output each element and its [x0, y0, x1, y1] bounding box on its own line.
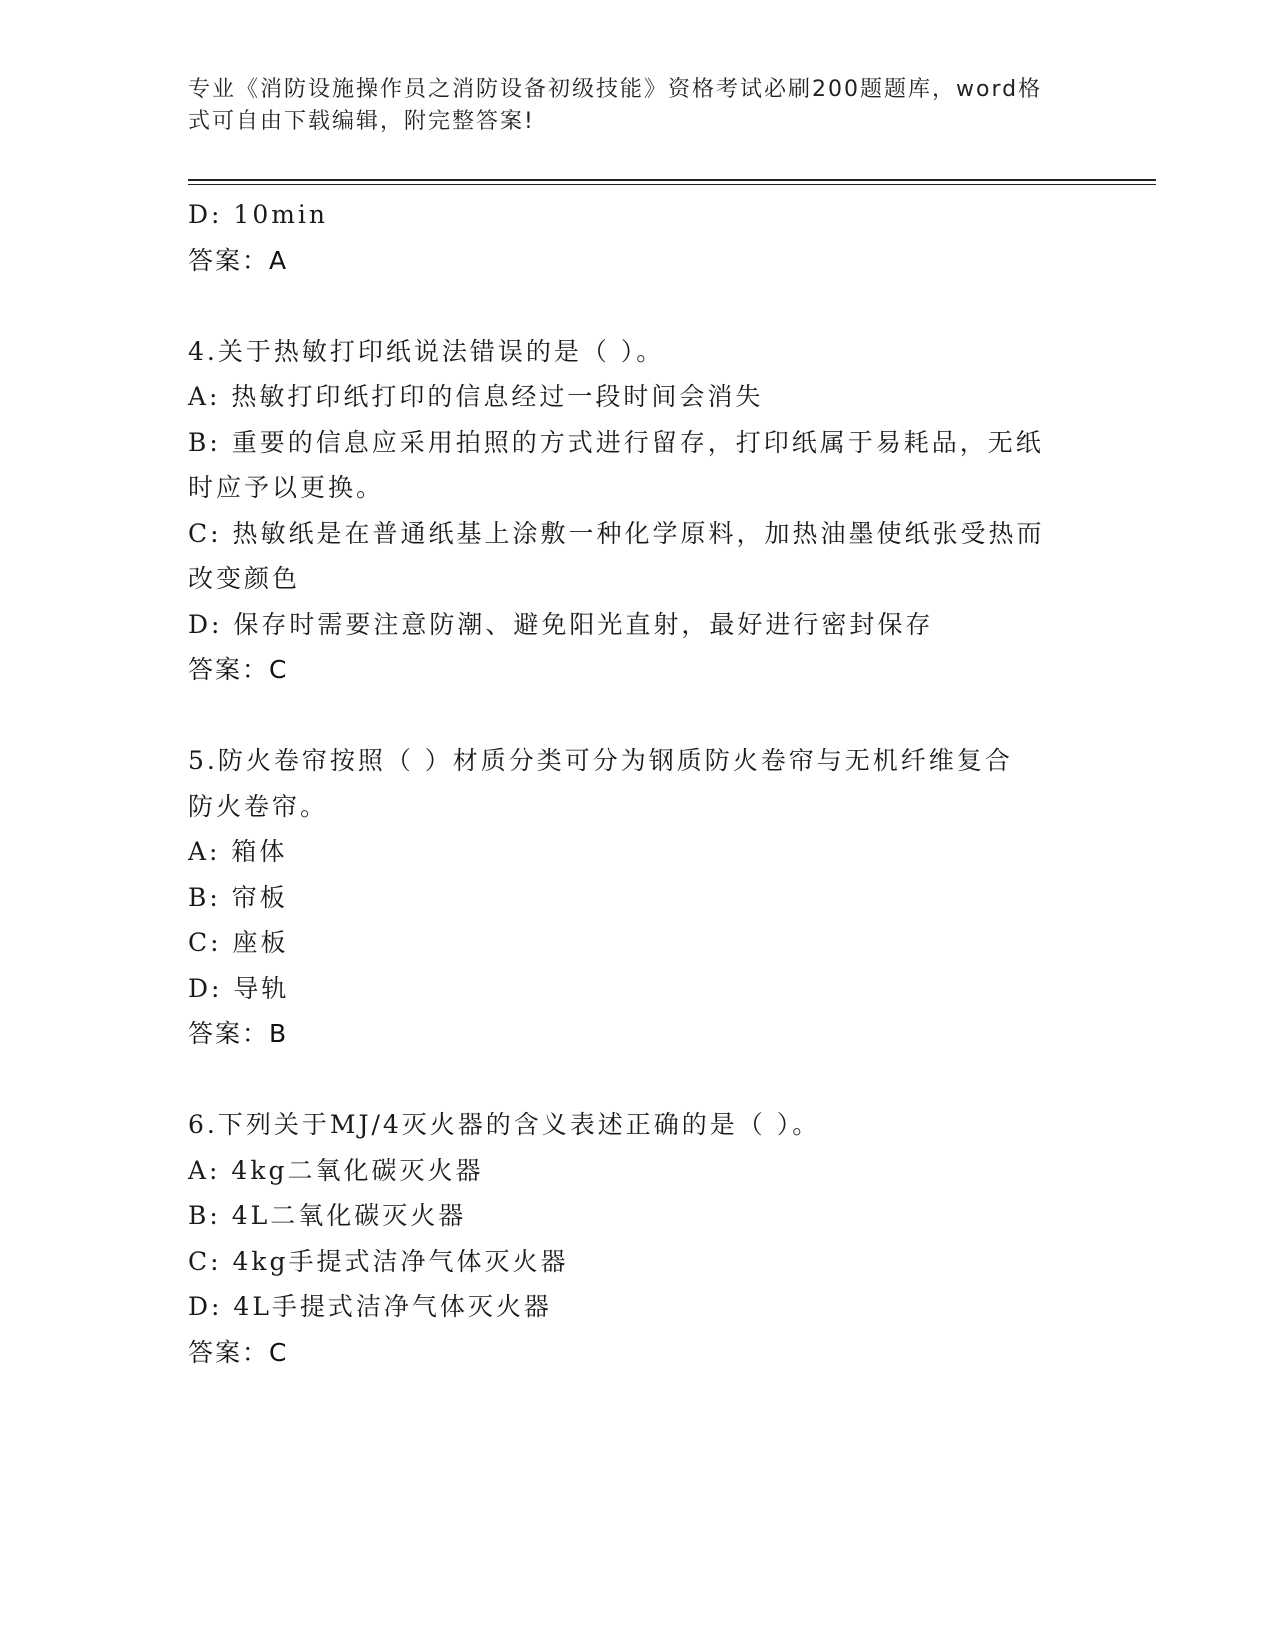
option-a: A: 热敏打印纸打印的信息经过一段时间会消失: [188, 382, 764, 411]
answer: 答案：B: [188, 1019, 289, 1048]
spacer: [188, 1057, 1088, 1103]
question-stem-line-1: 5.防火卷帘按照（ ）材质分类可分为钢质防火卷帘与无机纤维复合: [188, 746, 1013, 775]
header-divider-thin: [188, 184, 1156, 185]
header-divider-thick: [188, 179, 1156, 181]
spacer: [188, 283, 1088, 329]
option-c: C: 座板: [188, 928, 289, 957]
question-4: [188, 329, 1088, 693]
question-stem-line-2: 防火卷帘。: [188, 791, 329, 821]
header-line-1: 专业《消防设施操作员之消防设备初级技能》资格考试必刷200题题库，word格: [188, 77, 1043, 102]
option-a: A: 4kg二氧化碳灭火器: [188, 1155, 484, 1185]
answer: 答案：C: [188, 1337, 289, 1367]
option-c: C: 4kg手提式洁净气体灭火器: [188, 1246, 569, 1276]
option-d: D: 4L手提式洁净气体灭火器: [188, 1292, 552, 1321]
question-3-tail: [188, 192, 1088, 283]
answer: 答案：A: [188, 245, 289, 275]
spacer: [188, 693, 1088, 739]
option-b: B: 帘板: [188, 882, 288, 912]
question-stem: 4.关于热敏打印纸说法错误的是（ ）。: [188, 336, 665, 366]
answer: 答案：C: [188, 655, 289, 684]
question-stem: 6.下列关于MJ/4灭火器的含义表述正确的是（ ）。: [188, 1110, 821, 1139]
option-b: B: 4L二氧化碳灭火器: [188, 1201, 467, 1230]
option-c-line-1: C: 热敏纸是在普通纸基上涂敷一种化学原料，加热油墨使纸张受热而: [188, 518, 1045, 548]
option-a: A: 箱体: [188, 837, 288, 866]
option-c-line-2: 改变颜色: [188, 564, 301, 593]
option-b-line-2: 时应予以更换。: [188, 473, 385, 502]
option-d: D: 导轨: [188, 973, 290, 1003]
header-line-2: 式可自由下载编辑，附完整答案!: [188, 109, 535, 134]
page-header: [188, 74, 1088, 138]
question-list: [188, 192, 1088, 1375]
option-d: D: 10min: [188, 200, 329, 229]
option-d: D: 保存时需要注意防潮、避免阳光直射，最好进行密封保存: [188, 609, 934, 639]
question-6: [188, 1102, 1088, 1375]
option-b-line-1: B: 重要的信息应采用拍照的方式进行留存，打印纸属于易耗品，无纸: [188, 427, 1044, 457]
question-5: [188, 738, 1088, 1057]
